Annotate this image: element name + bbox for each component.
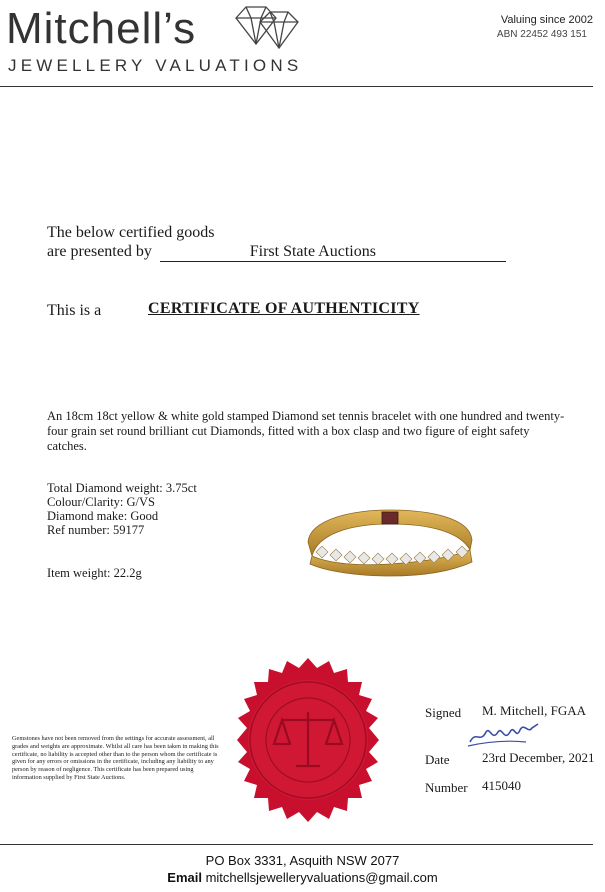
brand-name: Mitchell’s [6,4,197,53]
email-address: mitchellsjewelleryvaluations@gmail.com [205,870,438,885]
email-label: Email [167,870,202,885]
footer-address: PO Box 3331, Asquith NSW 2077 [205,853,400,868]
footer-rule [0,844,593,845]
certificate-title: CERTIFICATE OF AUTHENTICITY [148,300,420,317]
bracelet-photo [300,500,480,580]
signed-value: M. Mitchell, FGAA [482,703,586,718]
spec-total-diamond-weight: Total Diamond weight: 3.75ct [47,481,197,495]
brand-subtitle: JEWELLERY VALUATIONS [8,56,303,75]
number-value: 415040 [482,778,521,793]
disclaimer-text: Gemstones have not been removed from the settings for accurate assessment, all grades and weights are approximate. Whilst all care has been taken in making this certificate, no liability is accepted other than to the person whom the certificate is given for any errors or omissions in the certificate, including any liability to any person by reason of negligence. This certificate has been prepared using information supplied by First State Auctions. [12,735,219,781]
item-specs [47,481,197,537]
footer-email-line [0,870,605,885]
intro-line-2 [47,243,506,262]
abn-number: ABN 22452 493 151 [496,29,587,40]
signed-label: Signed [425,705,462,720]
intro-line-1: The below certified goods [47,224,215,241]
presenter-name [160,243,506,262]
diamond-logo-icon [232,4,300,54]
number-label: Number [425,780,468,795]
presenter-text: First State Auctions [249,243,376,260]
tagline: Valuing since 2002 [500,14,593,26]
item-weight: Item weight: 22.2g [47,566,142,580]
date-value: 23rd December, 2021 [482,750,595,765]
spec-colour-clarity: Colour/Clarity: G/VS [47,495,155,509]
date-label: Date [425,752,450,767]
item-description: An 18cm 18ct yellow & white gold stamped Diamond set tennis bracelet with one hundred and twenty-four grain set round brilliant cut Diamonds, fitted with a box clasp and two figure of eight safety catches. [47,409,565,453]
spec-diamond-make: Diamond make: Good [47,509,159,523]
certificate-prefix: This is a [47,302,102,319]
seal-icon [223,655,393,825]
header-rule [0,86,593,87]
spec-ref-number: Ref number: 59177 [47,523,145,537]
presented-by-label: are presented by [47,243,152,260]
signature-icon [466,720,546,748]
